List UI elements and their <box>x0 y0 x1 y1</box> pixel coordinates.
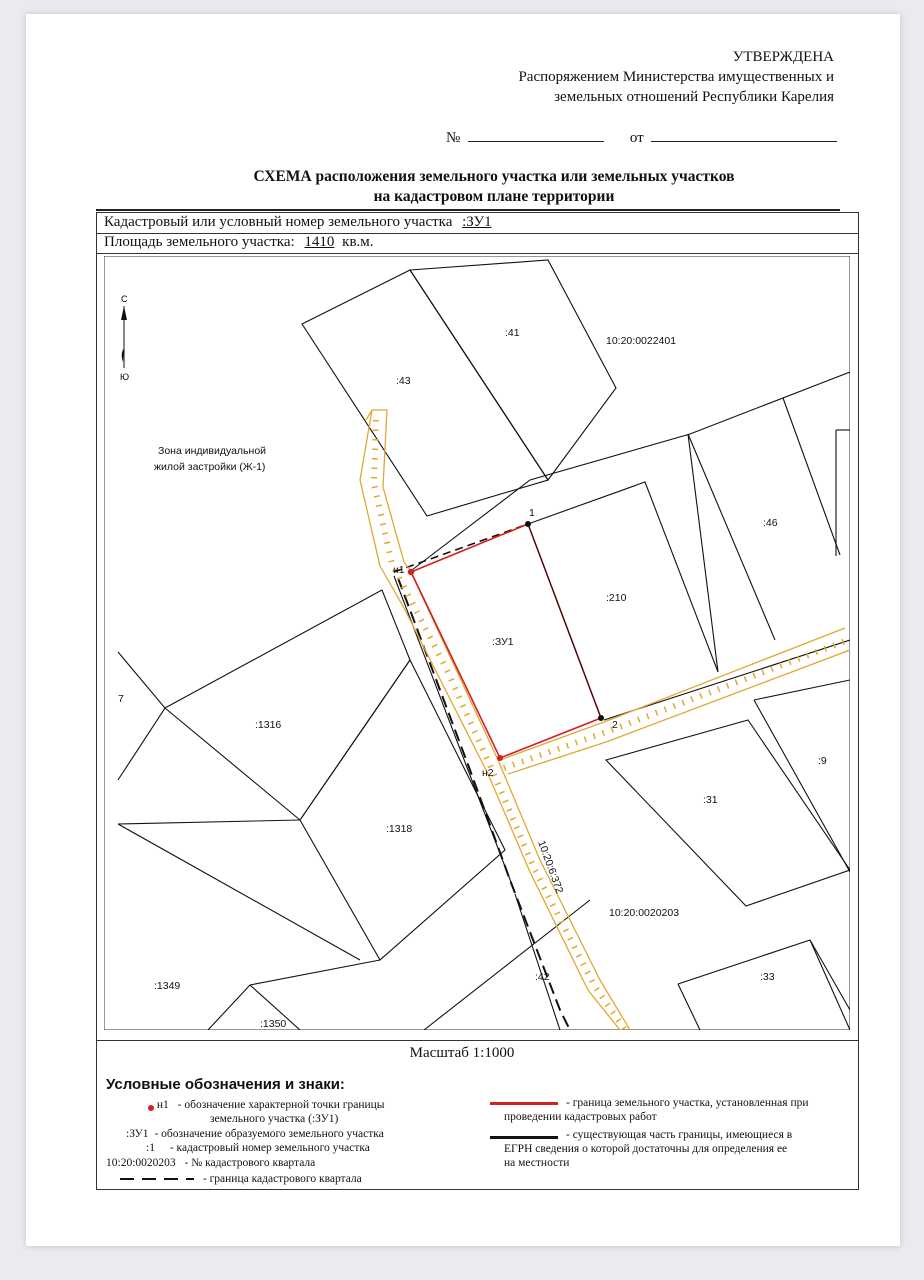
compass-south-label: Ю <box>120 372 130 382</box>
document-title-line-1: СХЕМА расположения земельного участка или земельных участков <box>253 168 735 185</box>
legend-cad-text: - кадастровый номер земельного участка <box>169 1142 370 1154</box>
legend-black-text-2: ЕГРН сведения о которой достаточны для определения ее <box>504 1143 788 1155</box>
area-row <box>104 234 374 251</box>
parcel-1350-edge <box>208 960 380 1030</box>
parcel-zu1-existing-edge <box>528 524 601 718</box>
parcel-1350-label: :1350 <box>260 1018 287 1030</box>
legend-quarter-row <box>106 1156 315 1170</box>
approved-label: УТВЕРЖДЕНА <box>732 49 834 65</box>
parcel-1316-label: :1316 <box>255 719 282 731</box>
number-blank <box>468 127 604 142</box>
parcel-46-right-edge <box>783 398 840 555</box>
date-blank <box>651 127 837 142</box>
document-title-line-2: на кадастровом плане территории <box>373 188 615 205</box>
compass-north-label: С <box>121 294 128 304</box>
parcel-1349-label: :1349 <box>154 980 181 992</box>
parcel-33-left <box>678 984 700 1030</box>
parcel-9-edge <box>754 680 850 700</box>
legend-red-text-1: - граница земельного участка, установленная при <box>566 1097 809 1109</box>
parcel-43-outline <box>302 270 427 516</box>
parcel-33-label: :33 <box>760 971 775 983</box>
parcel-46-label: :46 <box>763 517 778 529</box>
area-label: Площадь земельного участка: <box>104 234 295 250</box>
scale-label: Масштаб 1:1000 <box>409 1045 515 1061</box>
approved-line-2: земельных отношений Республики Карелия <box>554 89 834 105</box>
legend-black-line-icon <box>490 1136 558 1139</box>
parcel-1316-shape <box>165 590 410 820</box>
cadastral-label: Кадастровый или условный номер земельного участка <box>104 214 453 230</box>
parcel-9-diag <box>754 700 850 872</box>
quarter-label-south: 10:20:0020203 <box>609 907 680 919</box>
legend-cad-code: :1 <box>146 1142 155 1154</box>
parcel-43-shape <box>302 270 548 516</box>
approved-line-1: Распоряжением Министерства имущественных и <box>518 69 834 85</box>
approval-header <box>518 47 834 107</box>
parcel-42-edge <box>424 900 590 1030</box>
legend-red-text-2: проведении кадастровых работ <box>504 1111 657 1123</box>
order-number-row <box>446 127 837 147</box>
parcel-1318-label: :1318 <box>386 823 413 835</box>
parcel-zu1-label: :ЗУ1 <box>492 636 514 648</box>
road-cadastral-label: 10:20:6:372 <box>535 838 566 896</box>
area-value: 1410 <box>304 234 335 250</box>
road-orange-east-lower <box>508 650 850 774</box>
legend-parcel-row <box>126 1127 384 1141</box>
point-n1-marker <box>408 569 414 575</box>
road-ticks-main <box>374 420 625 1030</box>
legend-point-text-1: - обозначение характерной точки границы <box>177 1099 385 1111</box>
title-underline <box>96 209 840 211</box>
legend-point-text-2: земельного участка (:ЗУ1) <box>210 1113 339 1125</box>
legend-cadastral-row <box>146 1141 370 1155</box>
cadastral-row <box>104 214 492 231</box>
road-orange-east-upper <box>500 628 845 760</box>
zone-label-1: Зона индивидуальной <box>158 445 267 457</box>
legend-point-row <box>148 1098 385 1112</box>
point-2-marker <box>598 715 604 721</box>
road-ticks-east <box>504 640 848 768</box>
legend-quarter-border-text: - граница кадастрового квартала <box>202 1173 362 1185</box>
point-n2-marker <box>497 755 503 761</box>
parcel-7-label: 7 <box>118 693 124 705</box>
parcel-43-label: :43 <box>396 375 411 387</box>
parcel-9-label: :9 <box>818 755 827 767</box>
point-1-label: 1 <box>529 507 535 519</box>
row-divider-2 <box>96 253 859 254</box>
point-1-marker <box>525 521 531 527</box>
parcel-42-label: :42 <box>535 971 550 983</box>
legend-quarter-border-row <box>120 1172 362 1186</box>
legend-red-line-icon <box>490 1102 558 1105</box>
cadastral-value: :ЗУ1 <box>462 214 492 230</box>
legend-title: Условные обозначения и знаки: <box>106 1076 345 1093</box>
point-2-label: 2 <box>612 719 618 731</box>
area-unit: кв.м. <box>342 234 374 250</box>
parcel-31-label: :31 <box>703 794 718 806</box>
zone-label-2: жилой застройки (Ж-1) <box>154 461 266 473</box>
parcel-210-label: :210 <box>606 592 627 604</box>
cadastral-map <box>104 256 850 1030</box>
parcel-1349-top <box>118 824 360 960</box>
legend-black-text-3: на местности <box>504 1157 570 1169</box>
legend-dashed-line-icon <box>120 1174 194 1184</box>
parcel-41-label: :41 <box>505 327 520 339</box>
point-n1-label: н1 <box>393 564 405 576</box>
quarter-boundary-top <box>394 524 528 572</box>
quarter-label-north: 10:20:0022401 <box>606 335 677 347</box>
parcel-7-edge <box>118 652 165 780</box>
map-bottom-divider <box>96 1040 859 1041</box>
number-label: № <box>446 130 461 146</box>
parcel-33-right <box>810 940 850 1030</box>
parcel-210-shape <box>528 482 718 672</box>
street-edge-west-lower <box>515 894 560 1030</box>
parcel-divider <box>410 270 548 480</box>
legend-point-icon <box>148 1105 154 1111</box>
legend-parcel-text: - обозначение образуемого земельного участка <box>154 1128 384 1140</box>
legend-quarter-text: - № кадастрового квартала <box>184 1157 316 1169</box>
legend-parcel-code: :ЗУ1 <box>126 1128 149 1140</box>
parcel-1318-left <box>118 820 300 824</box>
date-label: от <box>629 130 644 146</box>
legend-black-text-1: - существующая часть границы, имеющиеся в <box>566 1129 793 1141</box>
parcel-41-shape <box>410 260 616 480</box>
road-orange-left <box>372 410 630 1030</box>
parcel-31-shape <box>606 720 850 906</box>
legend-point-code: н1 <box>156 1099 169 1111</box>
point-n2-label: н2 <box>482 767 494 779</box>
legend-quarter-code: 10:20:0020203 <box>106 1157 176 1169</box>
road-orange-right <box>360 410 620 1030</box>
